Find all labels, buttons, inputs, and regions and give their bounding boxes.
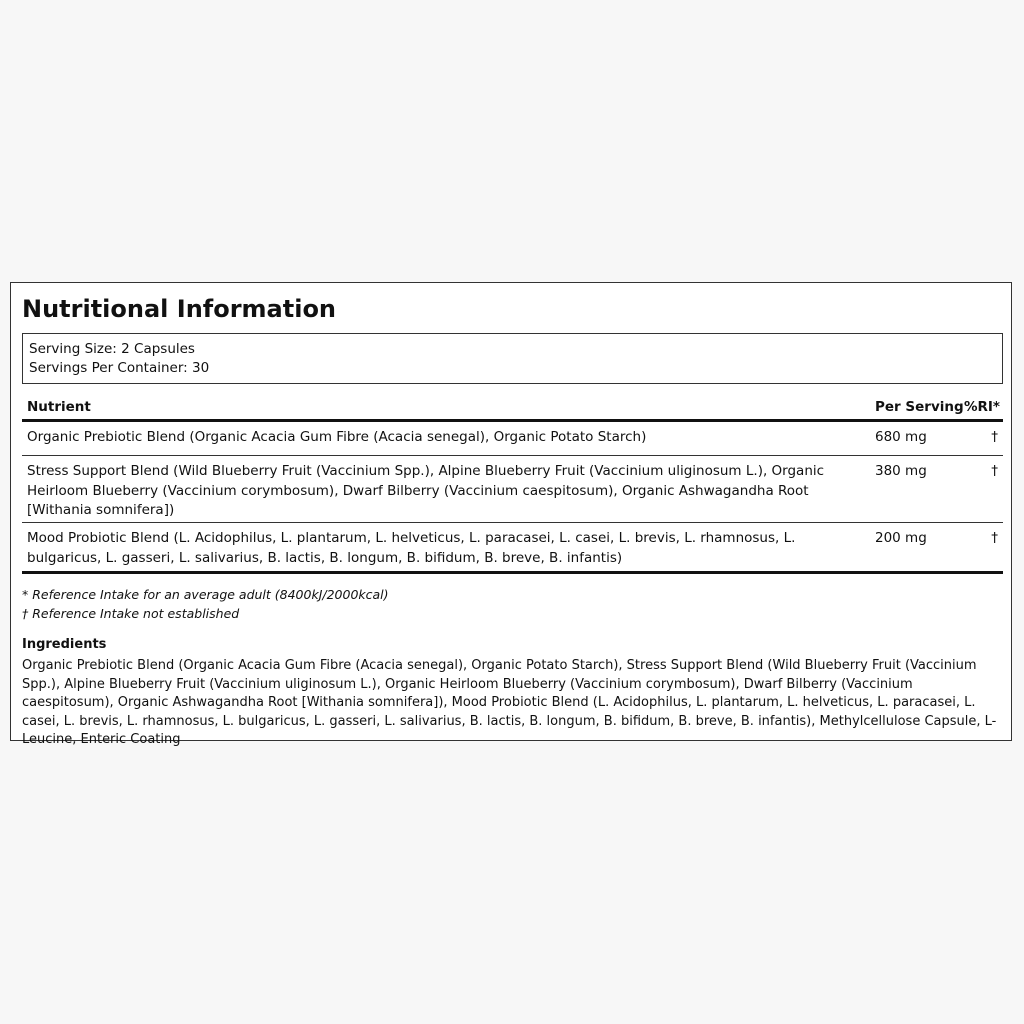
serving-size: Serving Size: 2 Capsules xyxy=(29,341,195,357)
nutrient-table xyxy=(22,395,1003,574)
serving-info-box xyxy=(22,333,1003,384)
row-ri: † xyxy=(991,429,998,445)
header-ri: %RI* xyxy=(963,399,1000,415)
panel-title: Nutritional Information xyxy=(22,295,337,323)
footnotes xyxy=(22,585,389,623)
header-nutrient: Nutrient xyxy=(27,399,91,415)
table-row xyxy=(22,456,1003,523)
footnote-ri-not-established: † Reference Intake not established xyxy=(22,606,240,621)
nutrition-panel xyxy=(10,282,1012,747)
row-ri: † xyxy=(991,463,998,479)
servings-per-container: Servings Per Container: 30 xyxy=(29,360,210,376)
row-amount: 200 mg xyxy=(875,530,927,546)
ingredients-list: Organic Prebiotic Blend (Organic Acacia Gum Fibre (Acacia senegal), Organic Potato Starch), Stress Support Blend (Wild Blueberry Fruit (Vaccinium Spp.), Alpine Blueberry Fruit (Vaccinium uliginosum L.), Organic Heirloom Blueberry (Vaccinium corymbosum), Dwarf Bilberry (Vaccinium caespitosum), Organic Ashwagandha Root [Withania somnifera]), Mood Probiotic Blend (L. Acidophilus, L. plantarum, L. helveticus, L. paracasei, L. casei, L. brevis, L. rhamnosus, L. bulgaricus, L. gasseri, L. salivarius, B. lactis, B. longum, B. bifidum, B. breve, B. infantis), Methylcellulose Capsule, L-Leucine, Enteric Coating xyxy=(22,658,997,747)
row-ri: † xyxy=(991,530,998,546)
ingredients-heading: Ingredients xyxy=(22,637,107,652)
row-amount: 680 mg xyxy=(875,429,927,445)
header-per-serving: Per Serving xyxy=(875,399,964,415)
table-header xyxy=(22,395,1003,422)
row-amount: 380 mg xyxy=(875,463,927,479)
row-nutrient: Stress Support Blend (Wild Blueberry Fruit (Vaccinium Spp.), Alpine Blueberry Fruit (Vaccinium uliginosum L.), Organic Heirloom Blueberry (Vaccinium corymbosum), Dwarf Bilberry (Vaccinium caespitosum), Organic Ashwagandha Root [Withania somnifera]) xyxy=(27,463,825,518)
table-row xyxy=(22,523,1003,574)
row-nutrient: Organic Prebiotic Blend (Organic Acacia Gum Fibre (Acacia senegal), Organic Potato Starch) xyxy=(27,429,647,445)
row-nutrient: Mood Probiotic Blend (L. Acidophilus, L. plantarum, L. helveticus, L. paracasei, L. casei, L. brevis, L. rhamnosus, L. bulgaricus, L. gasseri, L. salivarius, B. lactis, B. longum, B. bifidum, B. breve, B. infantis) xyxy=(27,530,796,566)
footnote-ri-definition: * Reference Intake for an average adult (8400kJ/2000kcal) xyxy=(22,587,389,602)
table-row xyxy=(22,422,1003,456)
